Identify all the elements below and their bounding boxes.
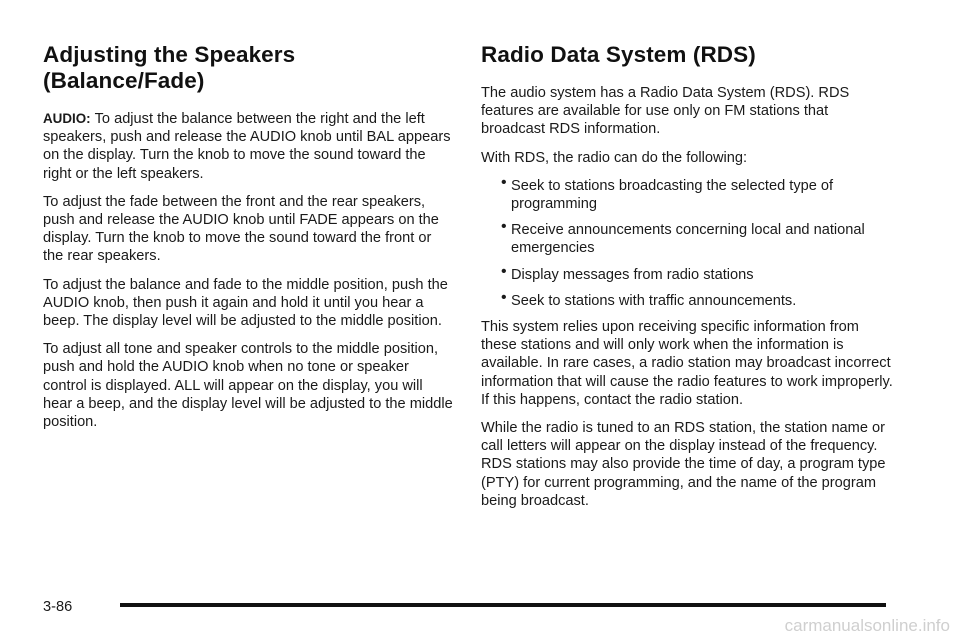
paragraph-all-controls: To adjust all tone and speaker controls to the middle position, push and hold the AUDIO knob when no tone or speaker control is displayed. ALL will appear on the display, you will hear a beep, and the display level will be adjusted to the middle position. — [43, 341, 453, 431]
audio-text: To adjust the balance between the right and the left speakers, push and release the AUDIO knob until BAL appears on the display. Turn the knob to move the sound toward the right or the left speakers. — [43, 111, 451, 182]
footer-divider — [120, 603, 886, 607]
right-column — [481, 42, 893, 520]
left-column — [43, 42, 453, 441]
list-item: • Seek to stations with traffic announcements. — [501, 288, 797, 309]
paragraph-rds-reliability: This system relies upon receiving specific information from these stations and will only work when the information is available. In rare cases, a radio station may broadcast incorrect information that will cause the radio features to work improperly. If this happens, contact the radio station. — [481, 319, 893, 408]
paragraph-middle-position: To adjust the balance and fade to the middle position, push the AUDIO knob, then push it again and hold it until you hear a beep. The display level will be adjusted to the middle position. — [43, 276, 448, 330]
paragraph-fade: To adjust the fade between the front and the rear speakers, push and release the AUDIO knob until FADE appears on the display. Turn the knob to move the sound toward the front or the rear speakers. — [43, 193, 439, 265]
audio-lead-label: AUDIO: — [43, 111, 91, 126]
paragraph-rds-features-intro: With RDS, the radio can do the following: — [481, 149, 748, 166]
bullet-icon: • — [501, 173, 507, 191]
list-item: • Display messages from radio stations — [501, 262, 754, 283]
section-heading-rds: Radio Data System (RDS) — [481, 42, 756, 67]
page-number: 3-86 — [43, 599, 73, 615]
watermark: carmanualsonline.info — [784, 616, 950, 635]
paragraph-audio — [43, 110, 453, 183]
section-heading-balance-fade: Adjusting the Speakers (Balance/Fade) — [43, 42, 296, 93]
paragraph-rds-intro: The audio system has a Radio Data System (RDS). RDS features are available for use only on FM stations that broadcast RDS information. — [481, 85, 850, 138]
bullet-icon: • — [501, 218, 507, 236]
list-item: • Seek to stations broadcasting the selected type of programming — [501, 173, 834, 213]
paragraph-rds-display: While the radio is tuned to an RDS station, the station name or call letters will appear on the display instead of the frequency. RDS stations may also provide the time of day, a program type (PTY) for current programming, and the name of the program being broadcast. — [481, 420, 886, 509]
rds-feature-list — [481, 173, 893, 310]
list-item: • Receive announcements concerning local and national emergencies — [501, 218, 865, 257]
bullet-icon: • — [501, 262, 507, 280]
bullet-icon: • — [501, 288, 507, 306]
